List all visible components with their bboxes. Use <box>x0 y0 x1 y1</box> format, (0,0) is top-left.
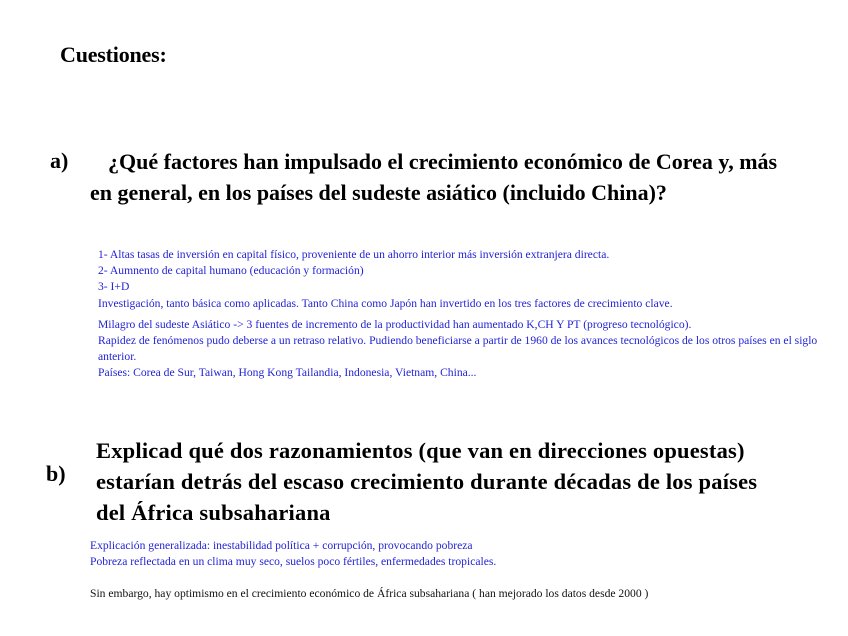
question-a-answers <box>98 247 838 382</box>
answer-b-line-1: Explicación generalizada: inestabilidad política + corrupción, provocando pobreza <box>90 539 473 552</box>
question-a-text: ¿Qué factores han impulsado el crecimiento económico de Corea y, más en general, en los países del sudeste asiático (incluido China)? <box>90 149 778 205</box>
question-b-note: Sin embargo, hay optimismo en el crecimiento económico de África subsahariana ( han mejorado los datos desde 2000 ) <box>90 587 649 600</box>
answer-a-line-1: 1- Altas tasas de inversión en capital físico, proveniente de un ahorro interior más inversión extranjera directa. <box>98 248 610 261</box>
answer-a-line-6: Rapidez de fenómenos pudo deberse a un retraso relativo. Pudiendo beneficiarse a partir de 1960 de los avances tecnológicos de los otros países en el siglo anterior. <box>98 334 818 364</box>
answer-b-line-2: Pobreza reflectada en un clima muy seco, suelos poco fértiles, enfermedades tropicales. <box>90 555 497 568</box>
question-b-text: Explicad qué dos razonamientos (que van en direcciones opuestas) estarían detrás del escaso crecimiento durante décadas de los países del África subsahariana <box>96 438 758 525</box>
question-a-label: a) <box>50 148 69 173</box>
answer-a-line-2: 2- Aumnento de capital humano (educación y formación) <box>98 264 364 278</box>
question-b-answers <box>90 538 830 570</box>
answer-a-line-3: 3- I+D <box>98 280 130 294</box>
answer-a-line-5: Milagro del sudeste Asiático -> 3 fuentes de incremento de la productividad han aumentado K,CH Y PT (progreso tecnológico). <box>98 317 692 331</box>
answer-a-line-7: Países: Corea de Sur, Taiwan, Hong Kong Tailandia, Indonesia, Vietnam, China... <box>98 366 477 380</box>
answer-a-line-4: Investigación, tanto básica como aplicadas. Tanto China como Japón han invertido en los tres factores de crecimiento clave. <box>98 296 673 310</box>
question-b-label: b) <box>46 461 66 486</box>
page-title: Cuestiones: <box>60 42 167 67</box>
